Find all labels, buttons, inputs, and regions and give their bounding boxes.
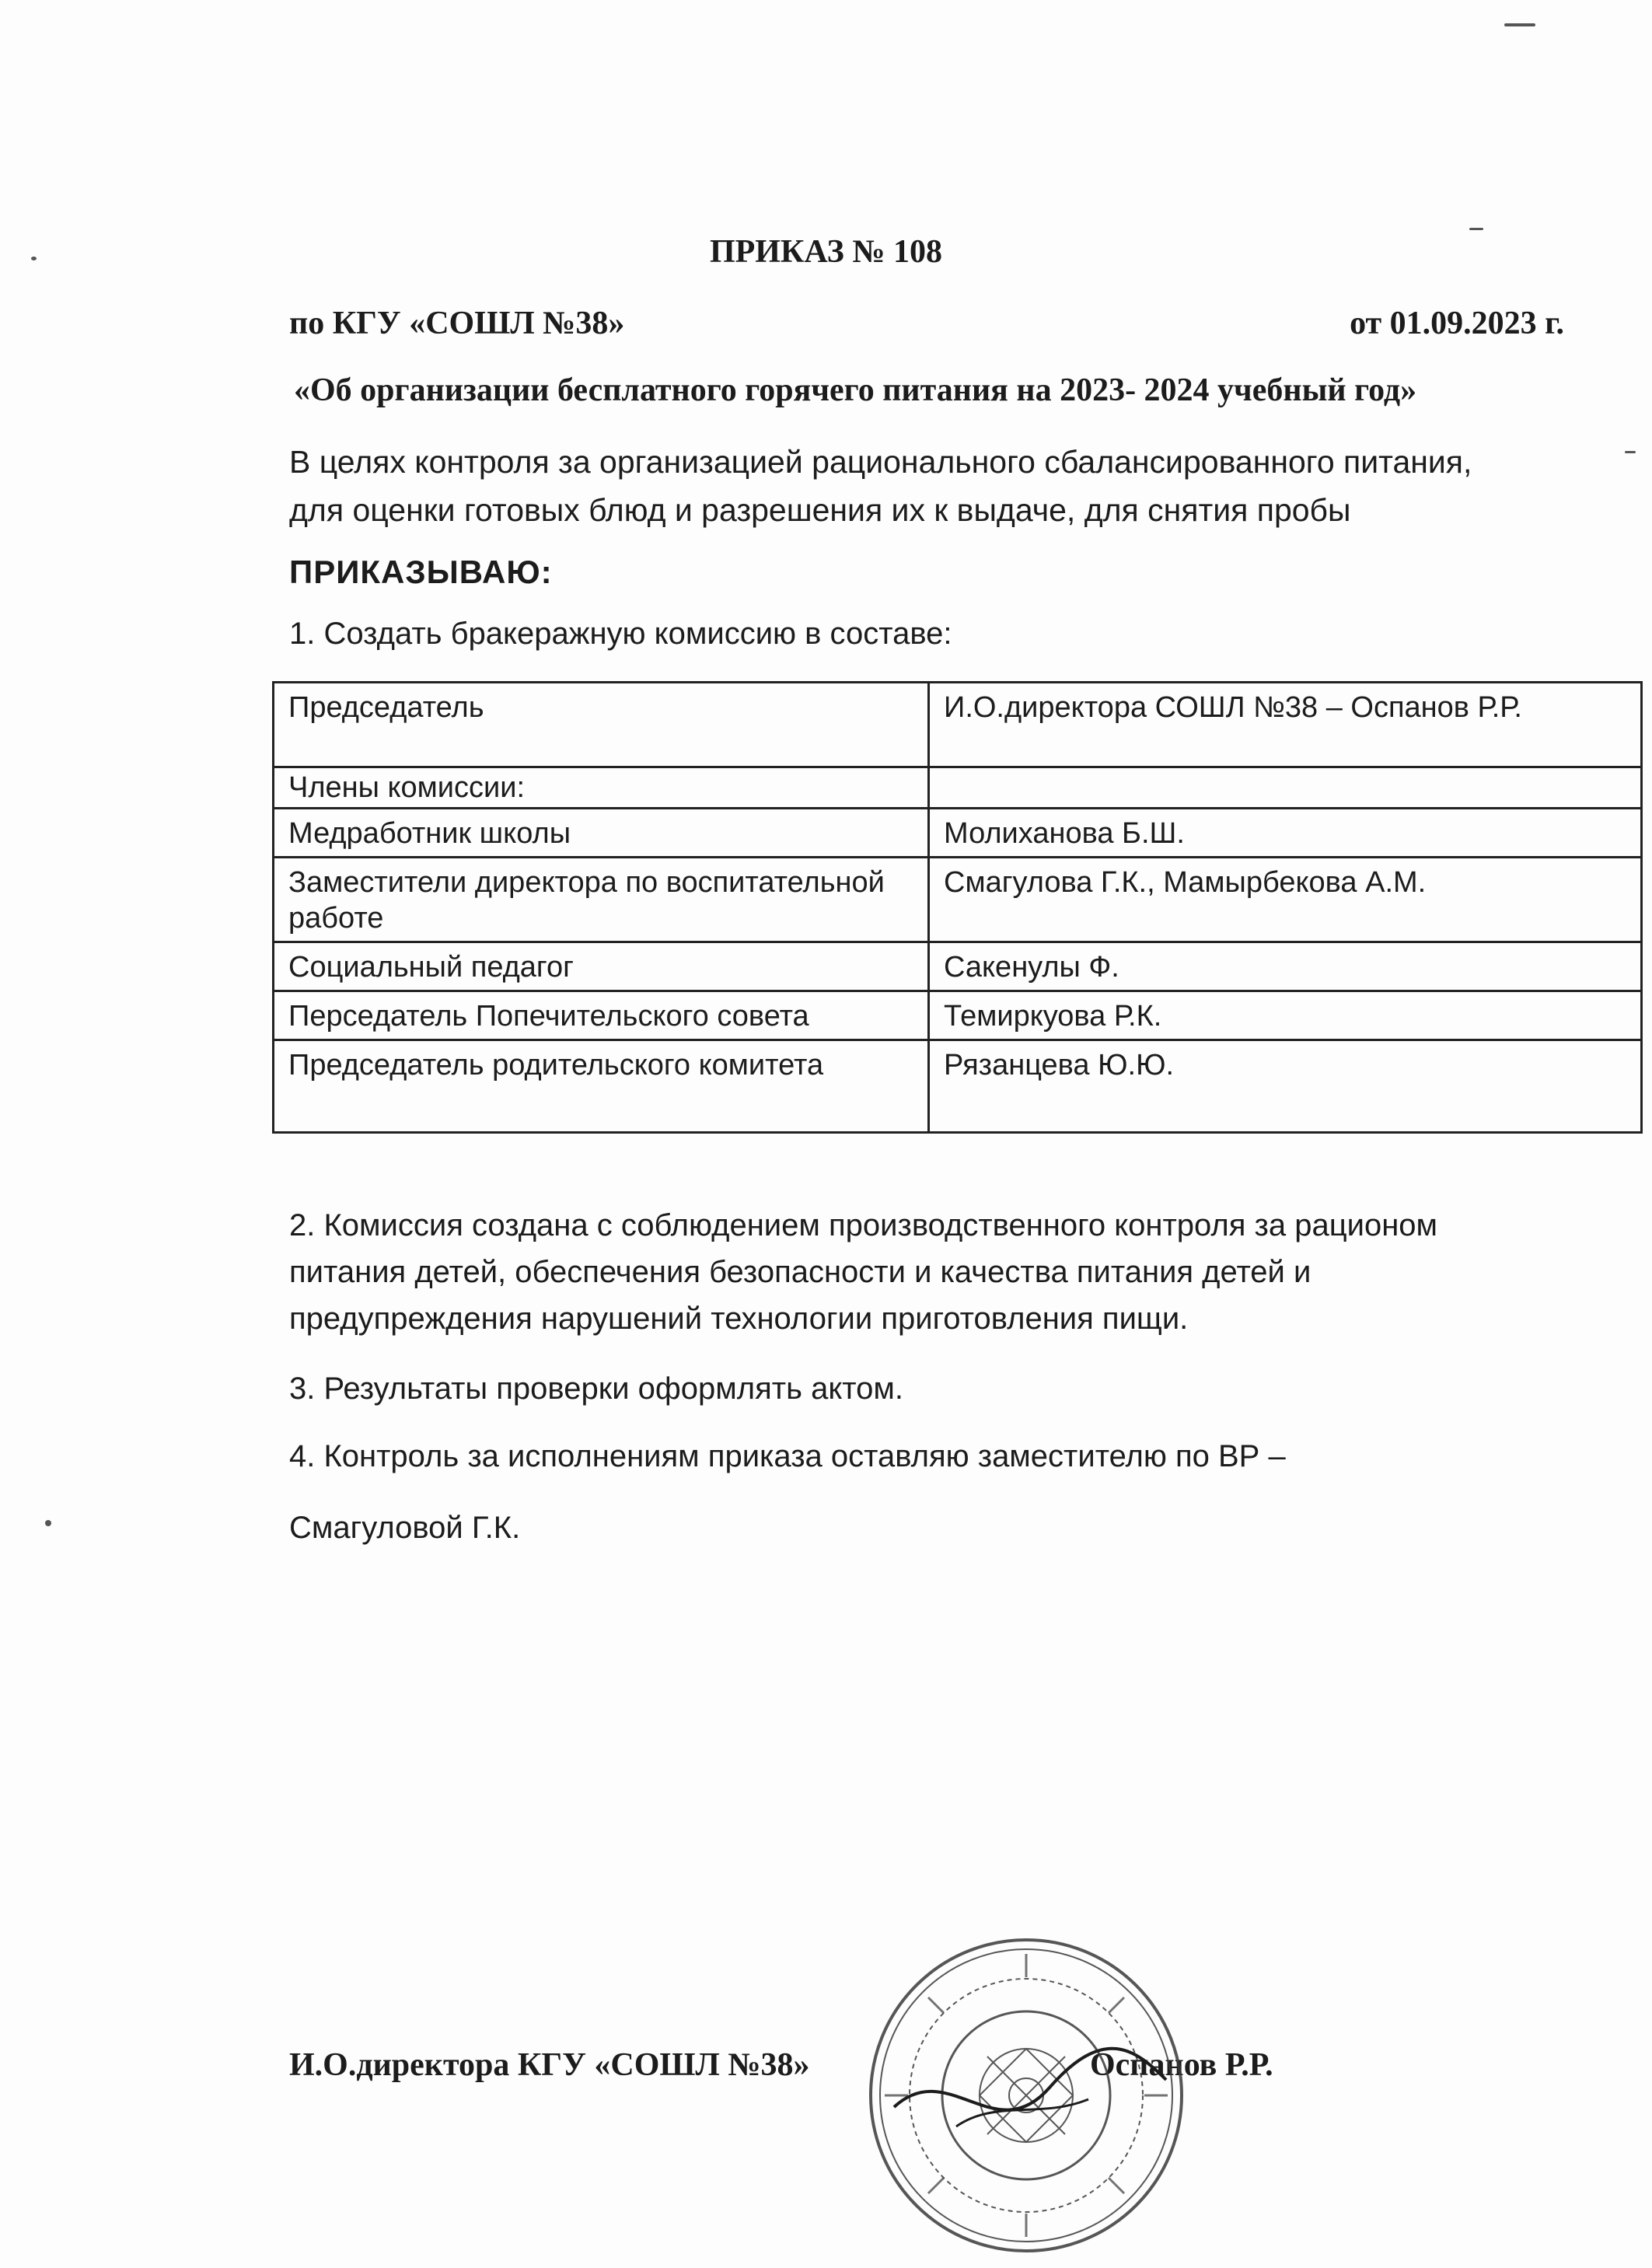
order-subject: «Об организации бесплатного горячего питания на 2023- 2024 учебный год»: [294, 372, 1417, 408]
scan-speck: [1625, 451, 1636, 453]
role-cell: Социальный педагог: [274, 942, 929, 991]
role-cell: Перседатель Попечительского совета: [274, 991, 929, 1040]
official-seal-icon: [863, 1932, 1189, 2259]
role-cell: Заместители директора по воспитательной работе: [274, 858, 929, 942]
item-2-line: 2. Комиссия создана с соблюдением производственного контроля за рационом: [289, 1208, 1438, 1242]
signatory-position: И.О.директора КГУ «СОШЛ №38»: [289, 2047, 810, 2083]
intro-paragraph: [289, 438, 1595, 534]
item-3: 3. Результаты проверки оформлять актом.: [289, 1372, 903, 1406]
item-2-line: предупреждения нарушений технологии приготовления пищи.: [289, 1302, 1189, 1336]
scan-speck: [1504, 23, 1535, 26]
role-cell: Медработник школы: [274, 809, 929, 858]
item-1: 1. Создать бракеражную комиссию в составе:: [289, 617, 952, 651]
scan-speck: [45, 1520, 51, 1526]
order-title: ПРИКАЗ № 108: [709, 234, 943, 270]
person-cell: Темиркуова Р.К.: [929, 991, 1642, 1040]
role-cell: Председатель родительского комитета: [274, 1040, 929, 1133]
table-row: [274, 683, 1642, 767]
person-cell: [929, 767, 1642, 809]
table-row: [274, 767, 1642, 809]
order-word: ПРИКАЗЫВАЮ:: [289, 554, 553, 590]
intro-line: для оценки готовых блюд и разрешения их к выдаче, для снятия пробы: [289, 492, 1351, 528]
scan-speck: [31, 257, 37, 260]
person-cell: Сакенулы Ф.: [929, 942, 1642, 991]
person-cell: Смагулова Г.К., Мамырбекова А.М.: [929, 858, 1642, 942]
intro-line: В целях контроля за организацией рационального сбалансированного питания,: [289, 444, 1472, 480]
item-2: [289, 1202, 1611, 1342]
signatory-name: Оспанов Р.Р.: [1090, 2047, 1273, 2083]
organization-name: по КГУ «СОШЛ №38»: [289, 306, 625, 341]
table-row: [274, 942, 1642, 991]
table-row: [274, 991, 1642, 1040]
role-cell: Председатель: [274, 683, 929, 767]
item-4: 4. Контроль за исполнениям приказа оставляю заместителю по ВР –: [289, 1439, 1286, 1473]
person-cell: Молиханова Б.Ш.: [929, 809, 1642, 858]
table-row: [274, 1040, 1642, 1133]
person-cell: И.О.директора СОШЛ №38 – Оспанов Р.Р.: [929, 683, 1642, 767]
scan-speck: [1469, 228, 1483, 230]
order-date: от 01.09.2023 г.: [1350, 306, 1564, 341]
item-4-continuation: Смагуловой Г.К.: [289, 1511, 521, 1545]
table-row: [274, 809, 1642, 858]
role-cell: Члены комиссии:: [274, 767, 929, 809]
commission-table: [272, 681, 1643, 1134]
table-row: [274, 858, 1642, 942]
person-cell: Рязанцева Ю.Ю.: [929, 1040, 1642, 1133]
item-2-line: питания детей, обеспечения безопасности и качества питания детей и: [289, 1255, 1311, 1289]
